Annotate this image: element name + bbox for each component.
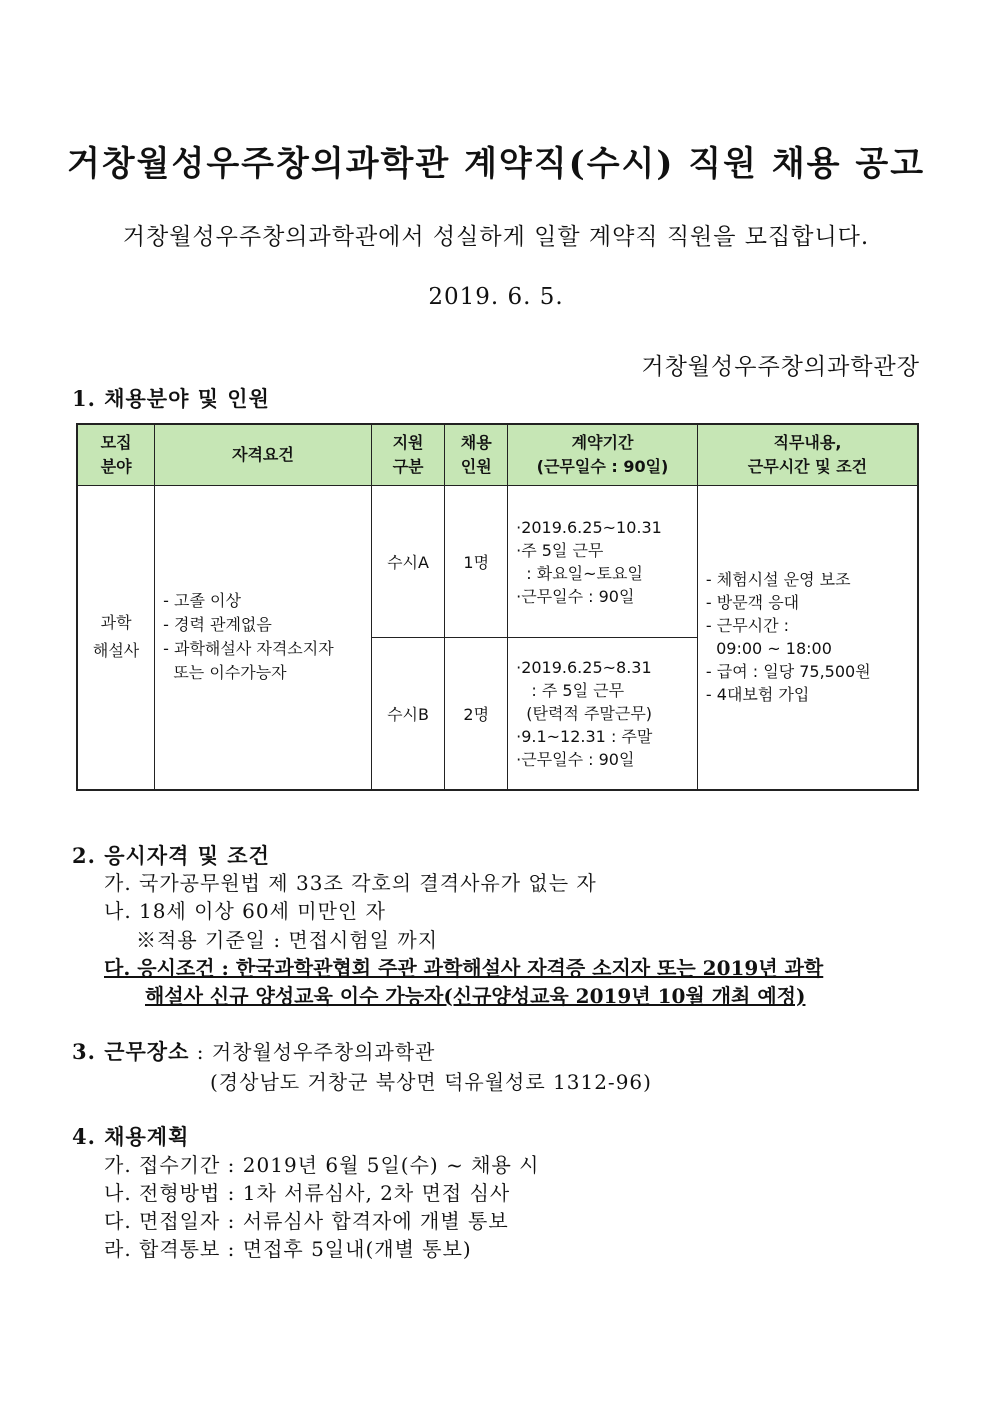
table-row (77, 486, 918, 638)
header-duty: 직무내용, 근무시간 및 조건 (697, 424, 918, 486)
condition-b: 나. 18세 이상 60세 미만인 자 (104, 899, 386, 923)
section3-heading: 3. 근무장소 (72, 1039, 190, 1064)
type-cell: 수시B (371, 638, 445, 790)
duty-cell: - 체험시설 운영 보조 - 방문객 응대 - 근무시간 : 09:00 ~ 18:00 - 급여 : 일당 75,500원 - 4대보험 가입 (697, 486, 918, 790)
plan-item: 나. 전형방법 : 1차 서류심사, 2차 면접 심사 (104, 1181, 511, 1205)
notice-date: 2019. 6. 5. (428, 284, 564, 310)
period-cell: ·2019.6.25~8.31 : 주 5일 근무 (탄력적 주말근무) ·9.1~12.31 : 주말 ·근무일수 : 90일 (508, 638, 698, 790)
table-header-row (77, 424, 918, 486)
type-cell: 수시A (371, 486, 445, 638)
count-cell: 2명 (445, 638, 508, 790)
condition-note: ※적용 기준일 : 면접시험일 까지 (136, 928, 439, 952)
page-title: 거창월성우주창의과학관 계약직(수시) 직원 채용 공고 (66, 144, 926, 184)
condition-a: 가. 국가공무원법 제 33조 각호의 결격사유가 없는 자 (104, 871, 597, 895)
header-period: 계약기간 (근무일수 : 90일) (508, 424, 698, 486)
signer: 거창월성우주창의과학관장 (641, 354, 920, 380)
count-cell: 1명 (445, 486, 508, 638)
condition-c-line1: 다. 응시조건 : 한국과학관협회 주관 과학해설사 자격증 소지자 또는 2019년 과학 (104, 956, 824, 980)
period-cell: ·2019.6.25~10.31 ·주 5일 근무 : 화요일~토요일 ·근무일수 : 90일 (508, 486, 698, 638)
section3 (72, 1036, 435, 1066)
section4-heading: 4. 채용계획 (72, 1124, 190, 1149)
work-place: : 거창월성우주창의과학관 (189, 1040, 436, 1064)
recruitment-table (76, 423, 919, 791)
intro-text: 거창월성우주창의과학관에서 성실하게 일할 계약직 직원을 모집합니다. (122, 224, 870, 250)
work-address: (경상남도 거창군 북상면 덕유월성로 1312-96) (210, 1070, 652, 1094)
section1-heading: 1. 채용분야 및 인원 (72, 386, 270, 411)
plan-item: 라. 합격통보 : 면접후 5일내(개별 통보) (104, 1237, 472, 1261)
header-type: 지원 구분 (371, 424, 445, 486)
header-qual: 자격요건 (155, 424, 372, 486)
condition-c-line2: 해설사 신규 양성교육 이수 가능자(신규양성교육 2019년 10월 개최 예정) (145, 984, 806, 1008)
qual-cell: - 고졸 이상 - 경력 관계없음 - 과학해설사 자격소지자 또는 이수가능자 (155, 486, 372, 790)
plan-item: 다. 면접일자 : 서류심사 합격자에 개별 통보 (104, 1209, 509, 1233)
field-cell: 과학 해설사 (77, 486, 155, 790)
header-field: 모집 분야 (77, 424, 155, 486)
section2-heading: 2. 응시자격 및 조건 (72, 843, 270, 868)
plan-item: 가. 접수기간 : 2019년 6월 5일(수) ~ 채용 시 (104, 1153, 540, 1177)
header-count: 채용 인원 (445, 424, 508, 486)
